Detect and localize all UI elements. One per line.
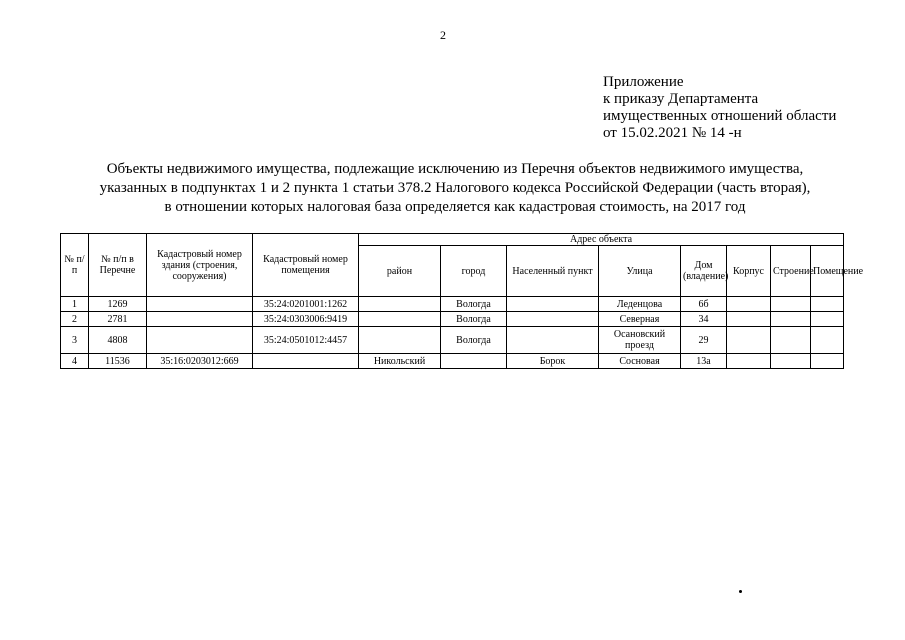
appendix-line: Приложение xyxy=(603,74,684,90)
cell-district xyxy=(359,297,441,312)
header-district: район xyxy=(359,246,441,297)
cell-stroenie xyxy=(771,327,811,354)
cell-street: Сосновая xyxy=(599,354,681,369)
cell-korpus xyxy=(727,297,771,312)
cell-district xyxy=(359,312,441,327)
header-room-cadastral: Кадастровый номер помещения xyxy=(253,234,359,297)
header-num: № п/п xyxy=(61,234,89,297)
cell-list-num: 4808 xyxy=(89,327,147,354)
cell-street: Северная xyxy=(599,312,681,327)
cell-num: 3 xyxy=(61,327,89,354)
header-house: Дом (владение) xyxy=(681,246,727,297)
cell-street: Леденцова xyxy=(599,297,681,312)
cell-city: Вологда xyxy=(441,297,507,312)
document-title xyxy=(60,160,850,217)
header-building-cadastral: Кадастровый номер здания (строения, сооружения) xyxy=(147,234,253,297)
cell-room-cadastral xyxy=(253,354,359,369)
cell-building-cadastral xyxy=(147,327,253,354)
cell-room-cadastral: 35:24:0501012:4457 xyxy=(253,327,359,354)
cell-list-num: 11536 xyxy=(89,354,147,369)
table-row xyxy=(61,327,844,354)
header-city: город xyxy=(441,246,507,297)
cell-city: Вологда xyxy=(441,312,507,327)
cell-house: 6б xyxy=(681,297,727,312)
table-row xyxy=(61,297,844,312)
title-line: в отношении которых налоговая база определяется как кадастровая стоимость, на 2017 год xyxy=(164,199,746,215)
title-line: Объекты недвижимого имущества, подлежащие исключению из Перечня объектов недвижимого имущества, xyxy=(106,161,804,177)
header-stroenie: Строение xyxy=(771,246,811,297)
cell-stroenie xyxy=(771,297,811,312)
cell-building-cadastral xyxy=(147,312,253,327)
cell-locality xyxy=(507,297,599,312)
appendix-block xyxy=(603,74,836,142)
cell-district xyxy=(359,327,441,354)
cell-stroenie xyxy=(771,312,811,327)
cell-building-cadastral xyxy=(147,297,253,312)
cell-house: 29 xyxy=(681,327,727,354)
cell-pomeshchenie xyxy=(811,327,844,354)
header-street: Улица xyxy=(599,246,681,297)
table-row xyxy=(61,354,844,369)
cell-korpus xyxy=(727,327,771,354)
cell-pomeshchenie xyxy=(811,297,844,312)
cell-locality: Борок xyxy=(507,354,599,369)
cell-locality xyxy=(507,327,599,354)
header-pomeshchenie: Помещение xyxy=(811,246,844,297)
cell-city: Вологда xyxy=(441,327,507,354)
table-row xyxy=(61,312,844,327)
cell-locality xyxy=(507,312,599,327)
cell-num: 2 xyxy=(61,312,89,327)
cell-room-cadastral: 35:24:0303006:9419 xyxy=(253,312,359,327)
cell-house: 34 xyxy=(681,312,727,327)
cell-pomeshchenie xyxy=(811,354,844,369)
scan-speck xyxy=(739,590,742,593)
cell-korpus xyxy=(727,354,771,369)
cell-stroenie xyxy=(771,354,811,369)
objects-table xyxy=(60,233,864,369)
appendix-line: от 15.02.2021 № 14 -н xyxy=(603,125,742,141)
cell-street: Осановский проезд xyxy=(599,327,681,354)
cell-list-num: 1269 xyxy=(89,297,147,312)
cell-num: 1 xyxy=(61,297,89,312)
appendix-line: к приказу Департамента xyxy=(603,91,759,107)
header-address-group: Адрес объекта xyxy=(359,234,844,246)
header-locality: Населенный пункт xyxy=(507,246,599,297)
cell-korpus xyxy=(727,312,771,327)
cell-house: 13а xyxy=(681,354,727,369)
title-line: указанных в подпунктах 1 и 2 пункта 1 статьи 378.2 Налогового кодекса Российской Федерации (часть вторая), xyxy=(99,180,811,196)
cell-district: Никольский xyxy=(359,354,441,369)
cell-city xyxy=(441,354,507,369)
cell-room-cadastral: 35:24:0201001:1262 xyxy=(253,297,359,312)
cell-num: 4 xyxy=(61,354,89,369)
cell-pomeshchenie xyxy=(811,312,844,327)
cell-list-num: 2781 xyxy=(89,312,147,327)
cell-building-cadastral: 35:16:0203012:669 xyxy=(147,354,253,369)
header-list-num: № п/п в Перечне xyxy=(89,234,147,297)
header-korpus: Корпус xyxy=(727,246,771,297)
appendix-line: имущественных отношений области xyxy=(603,108,837,124)
page-number: 2 xyxy=(440,28,446,42)
